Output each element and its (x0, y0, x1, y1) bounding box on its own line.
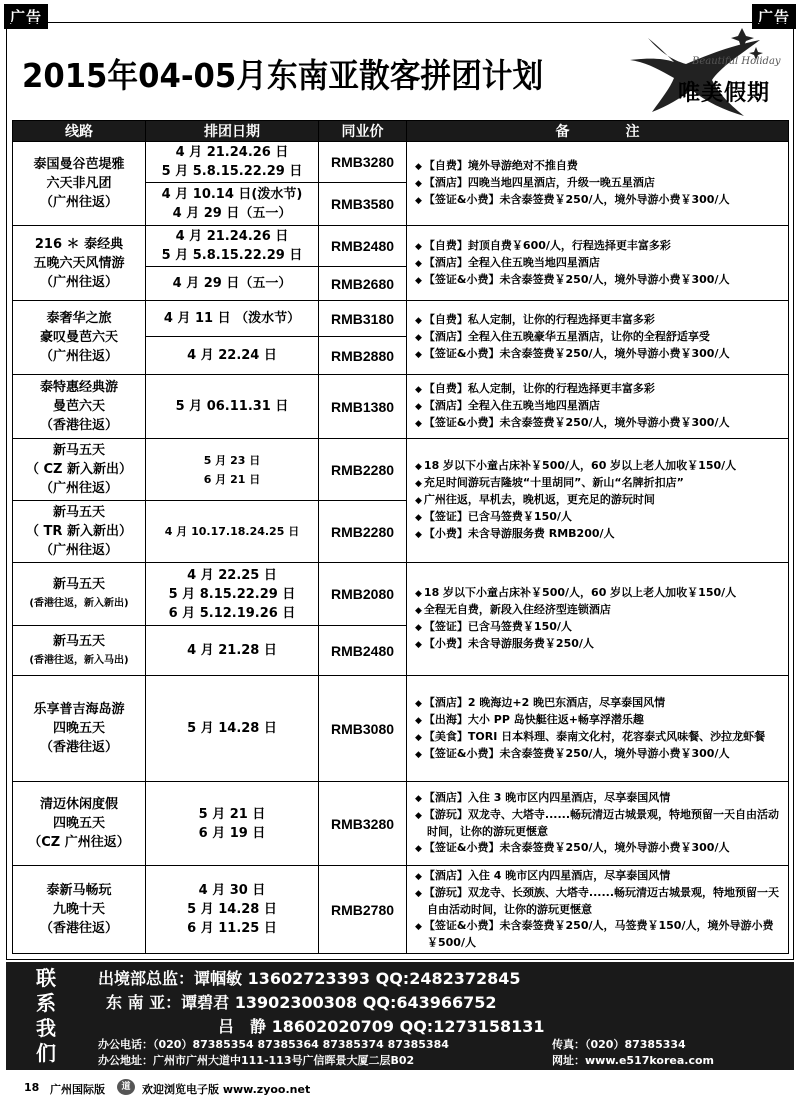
price-cell: RMB1380 (319, 375, 407, 439)
contact-second: 吕 静 18602020709 QQ:1273158131 (218, 1017, 545, 1036)
table-row (13, 439, 789, 501)
route-cell: 泰奢华之旅 豪叹曼芭六天 （广州往返） (13, 301, 146, 375)
ad-label-right: 广告 (752, 4, 796, 29)
dates-cell: 4 月 21.24.26 日 5 月 5.8.15.22.29 日 (146, 142, 319, 183)
route-cell: 216 ＊ 泰经典 五晚六天风情游 （广州往返） (13, 226, 146, 301)
page-title: 2015年04-05月东南亚散客拼团计划 (22, 56, 544, 95)
route-cell: 泰国曼谷芭堤雅 六天非凡团 （广州往返） (13, 142, 146, 226)
office-address: 办公地址：广州市广州大道中111-113号广信晖景大厦二层B02 (98, 1054, 415, 1067)
table-row (13, 563, 789, 626)
office-phone: 办公电话：（020）87385354 87385364 87385374 87385384 (98, 1038, 449, 1051)
price-cell: RMB2480 (319, 226, 407, 267)
header-notes: 备 注 (407, 121, 789, 142)
dates-cell: 5 月 21 日 6 月 19 日 (146, 782, 319, 866)
price-cell: RMB2880 (319, 337, 407, 375)
price-cell: RMB2780 (319, 866, 407, 954)
dates-cell: 5 月 14.28 日 (146, 676, 319, 782)
price-cell: RMB2680 (319, 267, 407, 301)
office-website: 网址：www.e517korea.com (552, 1054, 714, 1067)
route-cell: 新马五天 （ CZ 新入新出） （广州往返） (13, 439, 146, 501)
price-cell: RMB2280 (319, 439, 407, 501)
price-cell: RMB3180 (319, 301, 407, 337)
notes-cell: ◆ 【自费】境外导游绝对不推自费 ◆ 【酒店】四晚当地四星酒店，升级一晚五星酒店 ◆ 【签证&小费】未含泰签费￥250/人，境外导游小费￥300/人 (407, 142, 789, 226)
contact-director: 出境部总监：谭帼敏 13602723393 QQ:2482372845 (98, 969, 521, 988)
table-row (13, 676, 789, 782)
page-number: 18 (24, 1081, 40, 1094)
price-cell: RMB2480 (319, 626, 407, 676)
logo-script: Beautiful Holiday (692, 56, 781, 67)
office-fax: 传真：（020）87385334 (552, 1038, 686, 1051)
dates-cell: 4 月 29 日（五一） (146, 267, 319, 301)
price-cell: RMB2280 (319, 501, 407, 563)
route-cell: 新马五天 (香港往返，新入新出) (13, 563, 146, 626)
notes-cell: ◆ 【自费】私人定制，让你的行程选择更丰富多彩 ◆ 【酒店】全程入住五晚豪华五星酒店，让你的全程舒适享受 ◆ 【签证&小费】未含泰签费￥250/人，境外导游小费￥300/人 (407, 301, 789, 375)
contact-panel (6, 962, 794, 1070)
table-row (13, 375, 789, 439)
page-footer (0, 1078, 800, 1098)
promo-text: 欢迎浏览电子版 www.zyoo.net (142, 1083, 311, 1096)
header-price: 同业价 (319, 121, 407, 142)
notes-cell: ◆ 18 岁以下小童占床补￥500/人，60 岁以上老人加收￥150/人 ◆ 充足时间游玩吉隆坡“十里胡同”、新山“名牌折扣店” ◆ 广州往返，早机去，晚机返，更充足的游玩时间 ◆ 【签证】已含马签费￥150/人 ◆ 【小费】未含导游服务费 RMB200/人 (407, 439, 789, 563)
route-cell: 清迈休闲度假 四晚五天 （CZ 广州往返） (13, 782, 146, 866)
tour-plan-table (12, 120, 789, 954)
route-cell: 新马五天 (香港往返，新入马出) (13, 626, 146, 676)
publication-badge-icon: 道 (117, 1079, 135, 1095)
notes-cell: ◆ 【自费】私人定制，让你的行程选择更丰富多彩 ◆ 【酒店】全程入住五晚当地四星酒店 ◆ 【签证&小费】未含泰签费￥250/人，境外导游小费￥300/人 (407, 375, 789, 439)
notes-cell: ◆ 【酒店】2 晚海边+2 晚巴东酒店，尽享泰国风情 ◆ 【出海】大小 PP 岛快艇往返+畅享浮潜乐趣 ◆ 【美食】TORI 日本料理、泰南文化村，花容泰式风味餐、沙拉龙虾餐 ◆ 【签证&小费】未含泰签费￥250/人，境外导游小费￥300/人 (407, 676, 789, 782)
route-cell: 泰新马畅玩 九晚十天 （香港往返） (13, 866, 146, 954)
dates-cell: 4 月 30 日 5 月 14.28 日 6 月 11.25 日 (146, 866, 319, 954)
dates-cell: 5 月 06.11.31 日 (146, 375, 319, 439)
dates-cell: 4 月 10.17.18.24.25 日 (146, 501, 319, 563)
dates-cell: 4 月 21.24.26 日 5 月 5.8.15.22.29 日 (146, 226, 319, 267)
price-cell: RMB3580 (319, 183, 407, 226)
dates-cell: 4 月 10.14 日(泼水节) 4 月 29 日（五一） (146, 183, 319, 226)
table-row (13, 301, 789, 337)
table-row (13, 142, 789, 183)
price-cell: RMB3280 (319, 782, 407, 866)
notes-cell: ◆ 【酒店】入住 3 晚市区内四星酒店，尽享泰国风情 ◆ 【游玩】双龙寺、大塔寺......畅玩清迈古城景观，特地预留一天自由活动时间，让你的游玩更惬意 ◆ 【签证&小费】未含泰签费￥250/人，境外导游小费￥300/人 (407, 782, 789, 866)
table-row (13, 866, 789, 954)
table-row (13, 226, 789, 267)
route-cell: 泰特惠经典游 曼芭六天 （香港往返） (13, 375, 146, 439)
dates-cell: 4 月 21.28 日 (146, 626, 319, 676)
logo-name: 唯美假期 (678, 81, 771, 106)
route-cell: 新马五天 （ TR 新入新出） （广州往返） (13, 501, 146, 563)
notes-cell: ◆ 【酒店】入住 4 晚市区内四星酒店，尽享泰国风情 ◆ 【游玩】双龙寺、长颈族、大塔寺......畅玩清迈古城景观，特地预留一天自由活动时间，让你的游玩更惬意 ◆ 【签证&小费】未含泰签费￥250/人，马签费￥150/人，境外导游小费￥500/人 (407, 866, 789, 954)
publication-name: 广州国际版 (50, 1083, 105, 1096)
ad-label-left: 广告 (4, 4, 48, 29)
header-route: 线路 (13, 121, 146, 142)
contact-sea: 东 南 亚：谭碧君 13902300308 QQ:643966752 (106, 993, 497, 1012)
header-dates: 排团日期 (146, 121, 319, 142)
price-cell: RMB3280 (319, 142, 407, 183)
notes-cell: ◆ 18 岁以下小童占床补￥500/人，60 岁以上老人加收￥150/人 ◆ 全程无自费，新段入住经济型连锁酒店 ◆ 【签证】已含马签费￥150/人 ◆ 【小费】未含导游服务费￥250/人 (407, 563, 789, 676)
dates-cell: 4 月 11 日 （泼水节） (146, 301, 319, 337)
contact-label: 联 系 我 们 (36, 966, 56, 1065)
dates-cell: 4 月 22.25 日 5 月 8.15.22.29 日 6 月 5.12.19.26 日 (146, 563, 319, 626)
route-cell: 乐享普吉海岛游 四晚五天 （香港往返） (13, 676, 146, 782)
price-cell: RMB3080 (319, 676, 407, 782)
price-cell: RMB2080 (319, 563, 407, 626)
table-row (13, 782, 789, 866)
dates-cell: 5 月 23 日 6 月 21 日 (146, 439, 319, 501)
dates-cell: 4 月 22.24 日 (146, 337, 319, 375)
notes-cell: ◆ 【自费】封顶自费￥600/人，行程选择更丰富多彩 ◆ 【酒店】全程入住五晚当地四星酒店 ◆ 【签证&小费】未含泰签费￥250/人，境外导游小费￥300/人 (407, 226, 789, 301)
